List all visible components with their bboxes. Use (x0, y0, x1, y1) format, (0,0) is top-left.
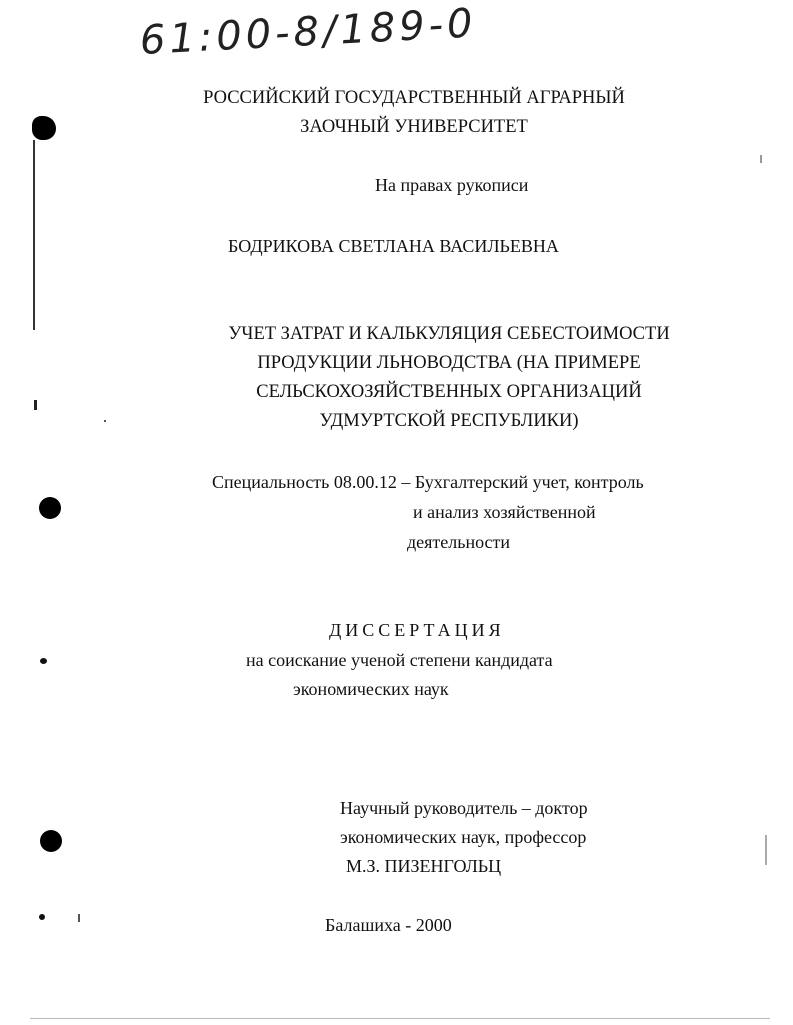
specialty-line-2: и анализ хозяйственной (413, 502, 596, 522)
specialty-line-3: деятельности (407, 532, 511, 552)
thesis-title-line-4: УДМУРТСКОЙ РЕСПУБЛИКИ) (319, 411, 579, 431)
binding-hole-1 (39, 497, 61, 519)
supervisor-line-2: экономических наук, профессор (340, 827, 587, 847)
margin-speck (765, 835, 767, 865)
thesis-title-line-3: СЕЛЬСКОХОЗЯЙСТВЕННЫХ ОРГАНИЗАЦИЙ (256, 382, 642, 402)
university-line-2: ЗАОЧНЫЙ УНИВЕРСИТЕТ (300, 117, 528, 137)
degree-line-2: экономических наук (293, 679, 449, 699)
margin-speck (78, 914, 80, 922)
page-edge-line (30, 1018, 770, 1019)
margin-speck (40, 658, 47, 664)
archive-stamp: 61:00-8/189-0 (138, 0, 478, 64)
specialty-line-1: Специальность 08.00.12 – Бухгалтерский учет, контроль (212, 472, 644, 492)
thesis-title-line-1: УЧЕТ ЗАТРАТ И КАЛЬКУЛЯЦИЯ СЕБЕСТОИМОСТИ (228, 324, 670, 344)
margin-speck (34, 400, 37, 410)
binding-line (33, 140, 35, 330)
binding-mark-top (32, 116, 56, 140)
university-line-1: РОССИЙСКИЙ ГОСУДАРСТВЕННЫЙ АГРАРНЫЙ (203, 88, 625, 108)
binding-hole-2 (40, 830, 62, 852)
degree-line-1: на соискание ученой степени кандидата (246, 650, 553, 670)
margin-speck (760, 155, 762, 163)
supervisor-line-1: Научный руководитель – доктор (340, 798, 588, 818)
manuscript-rights: На правах рукописи (375, 175, 529, 195)
margin-speck (104, 420, 106, 422)
thesis-title-line-2: ПРОДУКЦИИ ЛЬНОВОДСТВА (НА ПРИМЕРЕ (257, 353, 641, 373)
place-year: Балашиха - 2000 (325, 915, 452, 935)
document-type-heading: ДИССЕРТАЦИЯ (329, 620, 505, 640)
supervisor-name: М.З. ПИЗЕНГОЛЬЦ (346, 856, 502, 876)
margin-speck (39, 914, 45, 920)
author-name: БОДРИКОВА СВЕТЛАНА ВАСИЛЬЕВНА (228, 236, 559, 256)
